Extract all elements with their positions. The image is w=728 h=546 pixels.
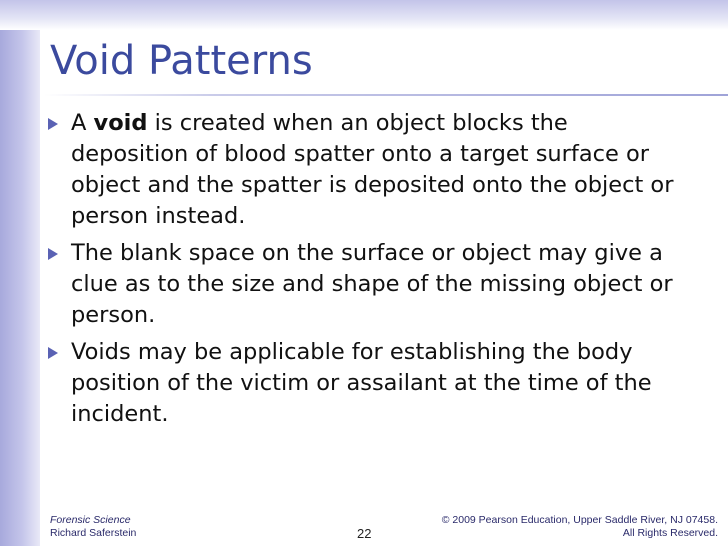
bullet-bold-term: void <box>93 110 148 136</box>
bullet-arrow-icon <box>48 248 58 260</box>
bullet-text: The blank space on the surface or object may give a clue as to the size and shape of the missing object or person. <box>71 240 673 328</box>
bullet-arrow-icon <box>48 118 58 130</box>
page-number: 22 <box>357 526 372 541</box>
bullet-item-blank-space <box>48 238 688 331</box>
bullet-list <box>48 108 688 436</box>
bullet-text-prefix: A <box>71 110 94 136</box>
copyright-line-2: All Rights Reserved. <box>622 527 718 539</box>
footer-book-info <box>50 514 136 540</box>
footer-copyright <box>442 514 718 540</box>
bullet-item-body-position <box>48 337 688 430</box>
bullet-arrow-icon <box>48 347 58 359</box>
title-divider <box>44 94 728 96</box>
bullet-item-void-definition <box>48 108 688 232</box>
slide-title: Void Patterns <box>50 38 313 84</box>
top-decorative-band <box>0 0 728 30</box>
footer-author: Richard Saferstein <box>50 527 137 539</box>
bullet-text: Voids may be applicable for establishing the body position of the victim or assailant at the time of the incident. <box>71 339 652 427</box>
footer-book-title: Forensic Science <box>50 514 131 526</box>
bullet-text-rest: is created when an object blocks the deposition of blood spatter onto a target surface or object and the spatter is deposited onto the object or person instead. <box>71 110 674 229</box>
copyright-line-1: © 2009 Pearson Education, Upper Saddle River, NJ 07458. <box>441 514 718 526</box>
left-decorative-band <box>0 0 40 546</box>
